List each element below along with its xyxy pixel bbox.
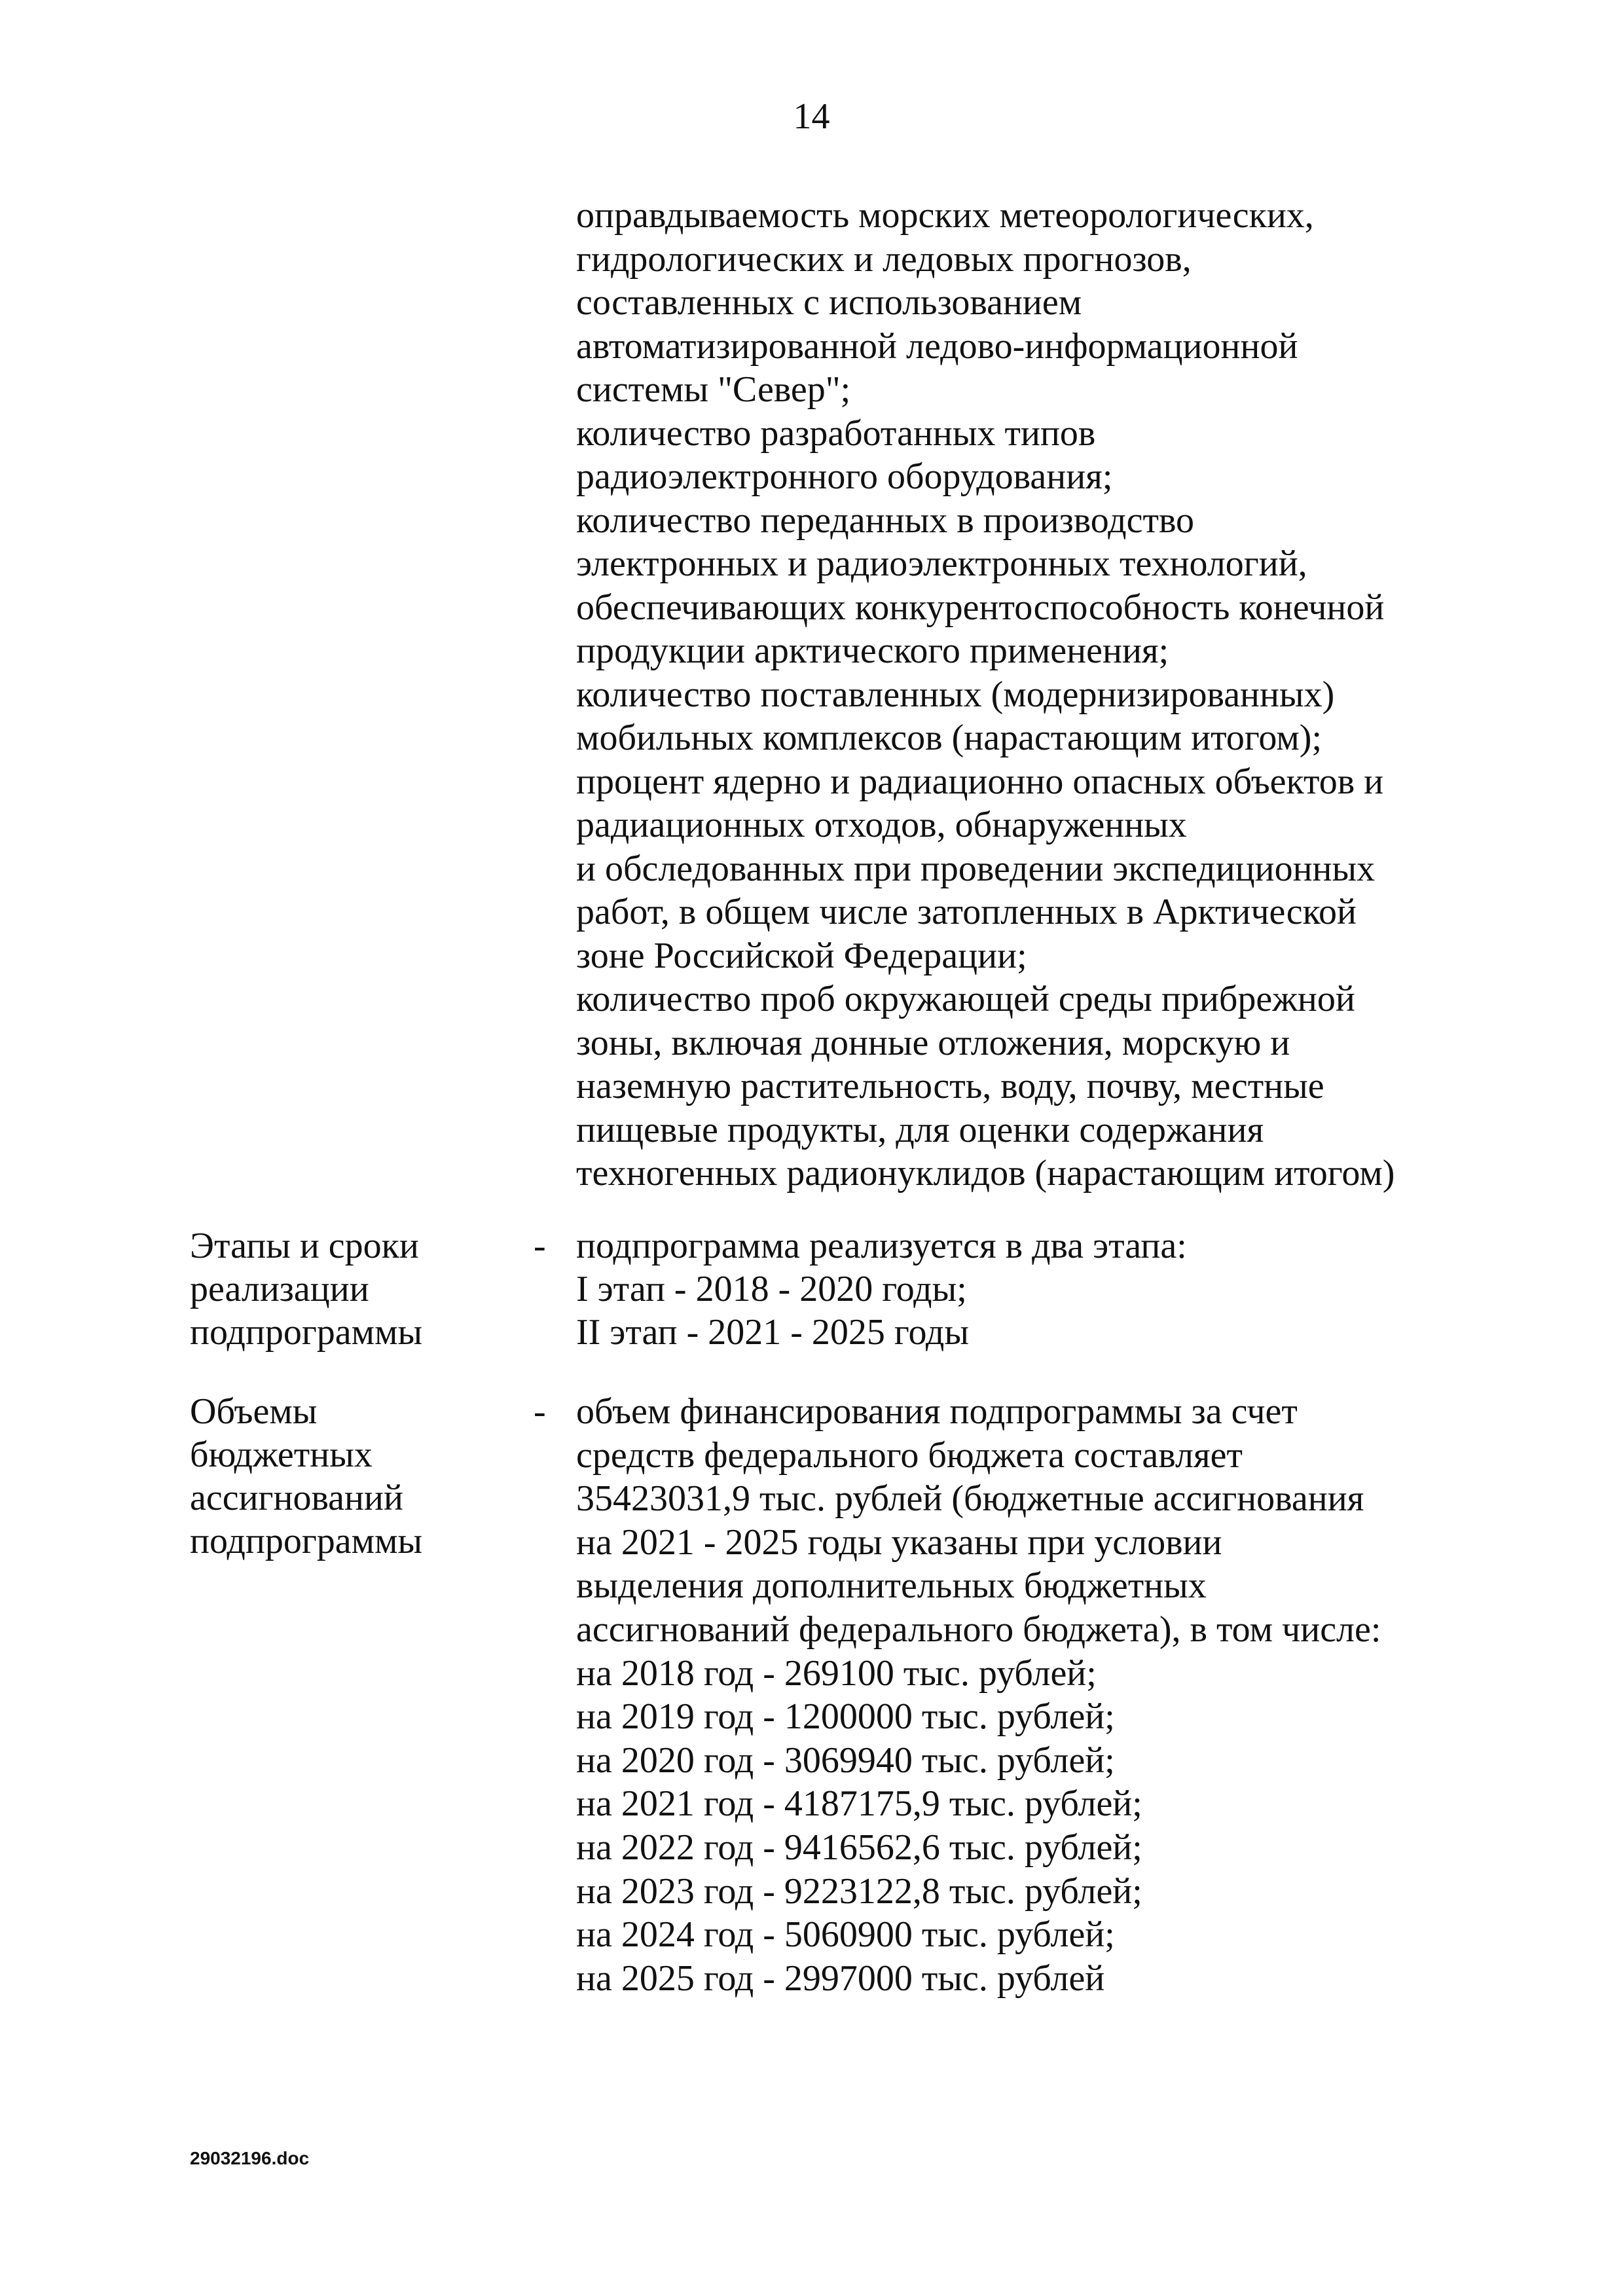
budget-year-line: на 2024 год - 5060900 тыс. рублей; <box>576 1914 1115 1956</box>
budget-content-line: на 2021 - 2025 годы указаны при условии <box>576 1522 1222 1563</box>
budget-label-line: бюджетных <box>190 1434 373 1475</box>
stages-content-line: подпрограмма реализуется в два этапа: <box>576 1226 1187 1266</box>
indicator-line: процент ядерно и радиационно опасных объектов и <box>576 761 1384 802</box>
budget-label <box>190 1390 517 1563</box>
budget-year-line: на 2018 год - 269100 тыс. рублей; <box>576 1652 1097 1694</box>
stages-label-line: подпрограммы <box>190 1312 423 1353</box>
indicator-line: зоны, включая донные отложения, морскую и <box>576 1022 1290 1063</box>
indicator-line: электронных и радиоэлектронных технологий, <box>576 543 1307 584</box>
budget-year-line: на 2020 год - 3069940 тыс. рублей; <box>576 1740 1115 1781</box>
budget-year-line: на 2023 год - 9223122,8 тыс. рублей; <box>576 1870 1142 1912</box>
budget-content-line: 35423031,9 тыс. рублей (бюджетные ассигнования <box>576 1478 1364 1520</box>
budget-content-line: средств федерального бюджета составляет <box>576 1434 1243 1476</box>
indicator-line: составленных с использованием <box>576 282 1082 323</box>
indicator-line: радиационных отходов, обнаруженных <box>576 805 1187 845</box>
indicator-line: автоматизированной ледово-информационной <box>576 325 1298 367</box>
indicator-line: количество переданных в производство <box>576 500 1195 541</box>
budget-year-line: на 2019 год - 1200000 тыс. рублей; <box>576 1696 1115 1738</box>
budget-year-line: на 2022 год - 9416562,6 тыс. рублей; <box>576 1827 1142 1868</box>
indicator-line: пищевые продукты, для оценки содержания <box>576 1109 1264 1150</box>
budget-year-line: на 2021 год - 4187175,9 тыс. рублей; <box>576 1783 1142 1825</box>
indicator-line: оправдываемость морских метеорологических, <box>576 195 1314 236</box>
budget-content-line: ассигнований федерального бюджета), в том числе: <box>576 1609 1381 1650</box>
indicator-line: гидрологических и ледовых прогнозов, <box>576 238 1192 280</box>
indicator-line: техногенных радионуклидов (нарастающим итогом) <box>576 1153 1395 1194</box>
indicators-list <box>576 194 1519 1195</box>
indicator-line: обеспечивающих конкурентоспособность конечной <box>576 587 1385 628</box>
stages-label-line: Этапы и сроки <box>190 1226 419 1266</box>
budget-year-line: на 2025 год - 2997000 тыс. рублей <box>576 1958 1105 1999</box>
stages-content-line: I этап - 2018 - 2020 годы; <box>576 1269 967 1309</box>
stages-content-line: II этап - 2021 - 2025 годы <box>576 1312 969 1353</box>
budget-label-line: Объемы <box>190 1391 318 1432</box>
page-number: 14 <box>793 96 830 137</box>
indicator-line: количество поставленных (модернизированных) <box>576 674 1335 715</box>
indicator-line: системы "Север"; <box>576 369 851 410</box>
indicator-line: количество проб окружающей среды прибрежной <box>576 979 1355 1019</box>
budget-label-line: подпрограммы <box>190 1521 423 1561</box>
indicator-line: и обследованных при проведении экспедиционных <box>576 848 1376 889</box>
budget-content-line: объем финансирования подпрограммы за счет <box>576 1391 1298 1432</box>
stages-dash: - <box>534 1226 546 1266</box>
indicator-line: зоне Российской Федерации; <box>576 935 1027 976</box>
budget-content <box>576 1390 1519 2000</box>
indicator-line: радиоэлектронного оборудования; <box>576 456 1113 497</box>
indicator-line: наземную растительность, воду, почву, местные <box>576 1066 1324 1106</box>
indicator-line: количество разработанных типов <box>576 412 1096 454</box>
indicator-line: работ, в общем числе затопленных в Арктической <box>576 892 1357 932</box>
budget-content-line: выделения дополнительных бюджетных <box>576 1565 1207 1607</box>
stages-label <box>190 1224 517 1354</box>
stages-label-line: реализации <box>190 1269 369 1309</box>
budget-label-line: ассигнований <box>190 1478 403 1518</box>
budget-dash: - <box>534 1391 546 1432</box>
footer-doc-id: 29032196.doc <box>190 2148 310 2168</box>
stages-content <box>576 1224 1519 1354</box>
indicator-line: мобильных комплексов (нарастающим итогом); <box>576 718 1322 758</box>
indicator-line: продукции арктического применения; <box>576 630 1169 671</box>
